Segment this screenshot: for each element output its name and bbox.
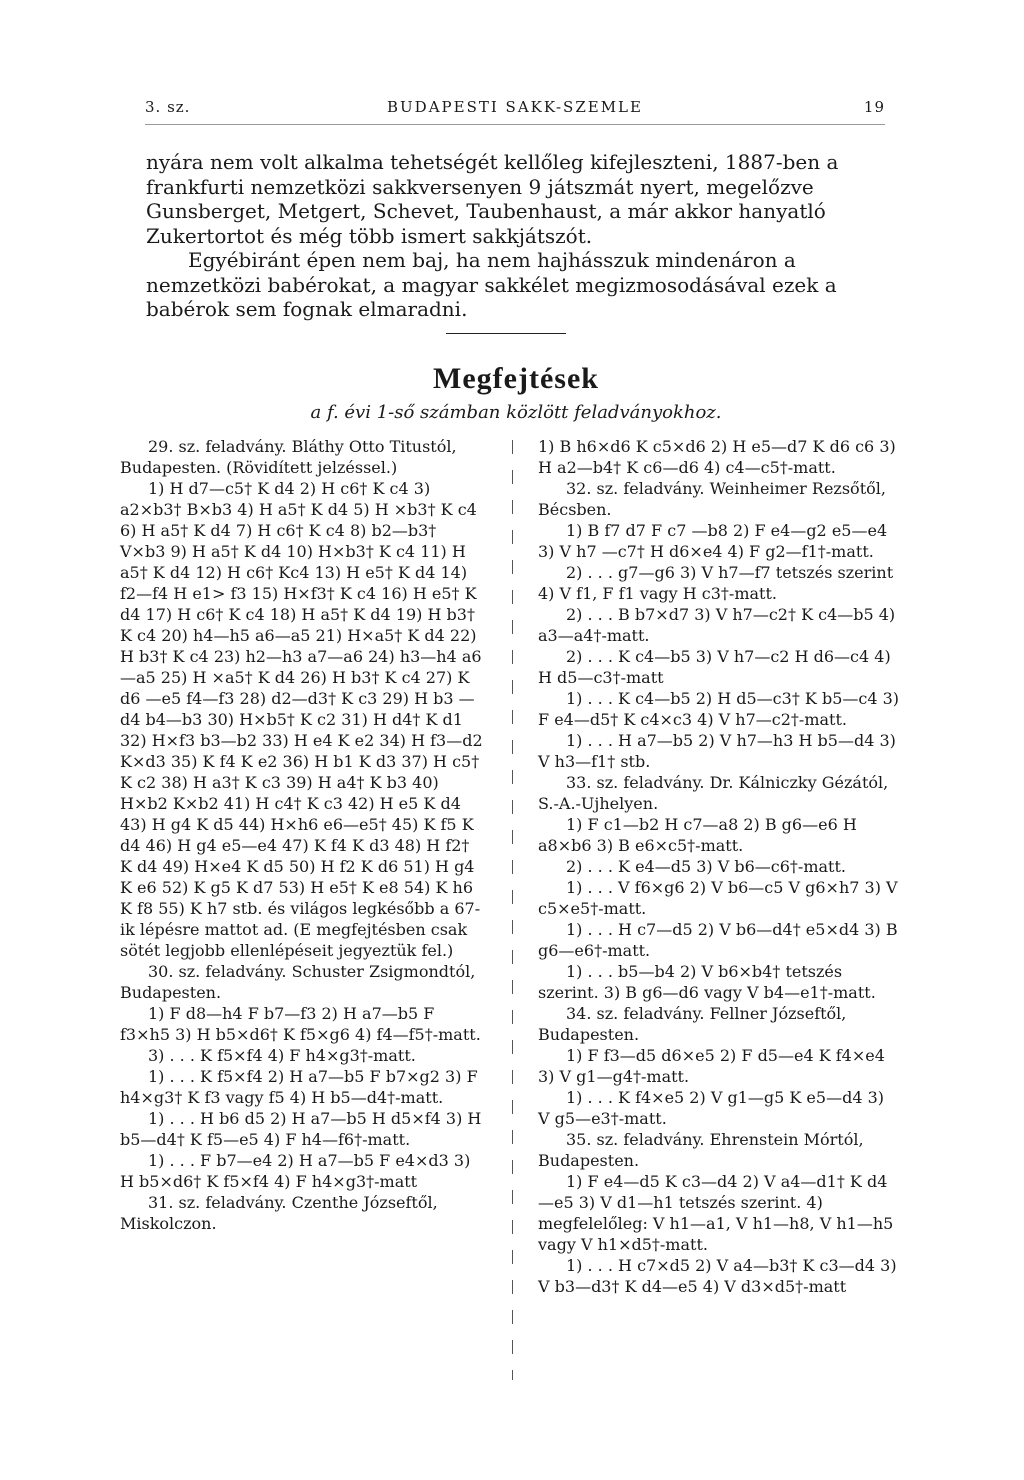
solution-paragraph: 29. sz. feladvány. Bláthy Otto Titustól, Budapesten. (Rövidített jelzéssel.) bbox=[120, 437, 457, 477]
solution-paragraph: 2) . . . B b7×d7 3) V h7—c2† K c4—b5 4) a3—a4†-matt. bbox=[538, 605, 896, 645]
solution-paragraph: 1) . . . b5—b4 2) V b6×b4† tetszés szerint. 3) B g6—d6 vagy V b4—e1†-matt. bbox=[538, 962, 876, 1002]
solution-paragraph: 35. sz. feladvány. Ehrenstein Mórtól, Budapesten. bbox=[538, 1130, 864, 1170]
solution-paragraph: 32. sz. feladvány. Weinheimer Rezsőtől, Bécsben. bbox=[538, 479, 886, 519]
section-title: Megfejtések bbox=[433, 362, 599, 395]
solution-paragraph: 3) . . . K f5×f4 4) F h4×g3†-matt. bbox=[148, 1046, 416, 1065]
solution-paragraph: 1) . . . H b6 d5 2) H a7—b5 H d5×f4 3) H b5—d4† K f5—e5 4) F h4—f6†-matt. bbox=[120, 1109, 482, 1149]
section-subtitle: a f. évi 1-ső számban közlött feladványokhoz. bbox=[310, 402, 722, 423]
solution-paragraph: 34. sz. feladvány. Fellner Józseftől, Budapesten. bbox=[538, 1004, 847, 1044]
solution-paragraph: 1) . . . K f4×e5 2) V g1—g5 K e5—d4 3) V g5—e3†-matt. bbox=[538, 1088, 884, 1128]
solution-paragraph: 33. sz. feladvány. Dr. Kálniczky Gézától, S.-A.-Ujhelyen. bbox=[538, 773, 889, 813]
solution-paragraph: 1) . . . K f5×f4 2) H a7—b5 F b7×g2 3) F h4×g3† K f3 vagy f5 4) H b5—d4†-matt. bbox=[120, 1067, 478, 1107]
solution-paragraph: 1) B h6×d6 K c5×d6 2) H e5—d7 K d6 c6 3) H a2—b4† K c6—d6 4) c4—c5†-matt. bbox=[538, 437, 896, 477]
solution-paragraph: 1) . . . H a7—b5 2) V h7—h3 H b5—d4 3) V h3—f1† stb. bbox=[538, 731, 896, 771]
section-divider bbox=[446, 333, 566, 334]
right-column bbox=[538, 436, 900, 1297]
solution-paragraph: 1) . . . H c7—d5 2) V b6—d4† e5×d4 3) B g6—e6†-matt. bbox=[538, 920, 898, 960]
left-column bbox=[120, 436, 486, 1234]
solution-paragraph: 1) F c1—b2 H c7—a8 2) B g6—e6 H a8×b6 3) B e6×c5†-matt. bbox=[538, 815, 857, 855]
solution-paragraph: 1) . . . F b7—e4 2) H a7—b5 F e4×d3 3) H b5×d6† K f5×f4 4) F h4×g3†-matt bbox=[120, 1151, 471, 1191]
running-header bbox=[145, 98, 885, 122]
solution-paragraph: 1) F d8—h4 F b7—f3 2) H a7—b5 F f3×h5 3) H b5×d6† K f5×g6 4) f4—f5†-matt. bbox=[120, 1004, 481, 1044]
solution-paragraph: 1) F f3—d5 d6×e5 2) F d5—e4 K f4×e4 3) V g1—g4†-matt. bbox=[538, 1046, 885, 1086]
solution-paragraph: 1) . . . H c7×d5 2) V a4—b3† K c3—d4 3) V b3—d3† K d4—e5 4) V d3×d5†-matt bbox=[538, 1256, 897, 1296]
intro-text bbox=[146, 150, 896, 322]
solution-paragraph: 2) . . . K e4—d5 3) V b6—c6†-matt. bbox=[566, 857, 846, 876]
intro-paragraph: Egyébiránt épen nem baj, ha nem hajhásszuk mindenáron a nemzetközi babérokat, a magyar sakkélet megizmosodásával ezek a babérok sem fognak elmaradni. bbox=[146, 248, 837, 321]
solution-paragraph: 2) . . . g7—g6 3) V h7—f7 tetszés szerint 4) V f1, F f1 vagy H c3†-matt. bbox=[538, 563, 894, 603]
solution-paragraph: 31. sz. feladvány. Czenthe Józseftől, Miskolczon. bbox=[120, 1193, 438, 1233]
solution-paragraph: 2) . . . K c4—b5 3) V h7—c2 H d6—c4 4) H d5—c3†-matt bbox=[538, 647, 891, 687]
solution-paragraph: 1) . . . K c4—b5 2) H d5—c3† K b5—c4 3) F e4—d5† K c4×c3 4) V h7—c2†-matt. bbox=[538, 689, 900, 729]
solution-paragraph: 1) F e4—d5 K c3—d4 2) V a4—d1† K d4—e5 3) V d1—h1 tetszés szerint. 4) megfelelőleg: V h1—a1, V h1—h8, V h1—h5 vagy V h1×d5†-matt. bbox=[538, 1172, 894, 1254]
header-rule bbox=[145, 124, 885, 125]
intro-paragraph: nyára nem volt alkalma tehetségét kellőleg kifejleszteni, 1887-ben a frankfurti nemzetközi sakkversenyen 9 játszmát nyert, megelőzve Gunsberget, Metgert, Schevet, Taubenhaust, a már akkor hanyatló Zukertortot és még több ismert sakkjátszót. bbox=[146, 150, 839, 248]
solution-paragraph: 1) . . . V f6×g6 2) V b6—c5 V g6×h7 3) V c5×e5†-matt. bbox=[538, 878, 898, 918]
solution-paragraph: 30. sz. feladvány. Schuster Zsigmondtól, Budapesten. bbox=[120, 962, 476, 1002]
column-divider bbox=[512, 440, 513, 1380]
journal-title: BUDAPESTI SAKK-SZEMLE bbox=[387, 98, 643, 116]
solution-paragraph: 1) B f7 d7 F c7 —b8 2) F e4—g2 e5—e4 3) V h7 —c7† H d6×e4 4) F g2—f1†-matt. bbox=[538, 521, 888, 561]
solution-paragraph: 1) H d7—c5† K d4 2) H c6† K c4 3) a2×b3† B×b3 4) H a5† K d4 5) H ×b3† K c4 6) H a5† K d4 7) H c6† K c4 8) b2—b3† V×b3 9) H a5† K d4 10) H×b3† K c4 11) H a5† K d4 12) H c6† Kc4 13) H e5† K d4 14) f2—f4 H e1> f3 15) H×f3† K c4 16) H e5† K d4 17) H c6† K c4 18) H a5† K d4 19) H b3† K c4 20) h4—h5 a6—a5 21) H×a5† K d4 22) H b3† K c4 23) h2—h3 a7—a6 24) h3—h4 a6—a5 25) H ×a5† K d4 26) H b3† K c4 27) K d6 —e5 f4—f3 28) d2—d3† K c3 29) H b3 —d4 b4—b3 30) H×b5† K c2 31) H d4† K d1 32) H×f3 b3—b2 33) H e4 K e2 34) H f3—d2 K×d3 35) K f4 K e2 36) H b1 K d3 37) H c5† K c2 38) H a3† K c3 39) H a4† K b3 40) H×b2 K×b2 41) H c4† K c3 42) H e5 K d4 43) H g4 K d5 44) H×h6 e6—e5† 45) K f5 K d4 46) H g4 e5—e4 47) K f4 K d3 48) H f2† K d4 49) H×e4 K d5 50) H f2 K d6 51) H g4 K e6 52) K g5 K d7 53) H e5† K e8 54) K h6 K f8 55) K h7 stb. és világos legkésőbb a 67-ik lépésre mattot ad. (E megfejtésben csak sötét legjobb ellenlépéseit jegyeztük fel.) bbox=[120, 479, 483, 960]
page-number: 19 bbox=[863, 98, 885, 116]
issue-number: 3. sz. bbox=[145, 98, 191, 116]
